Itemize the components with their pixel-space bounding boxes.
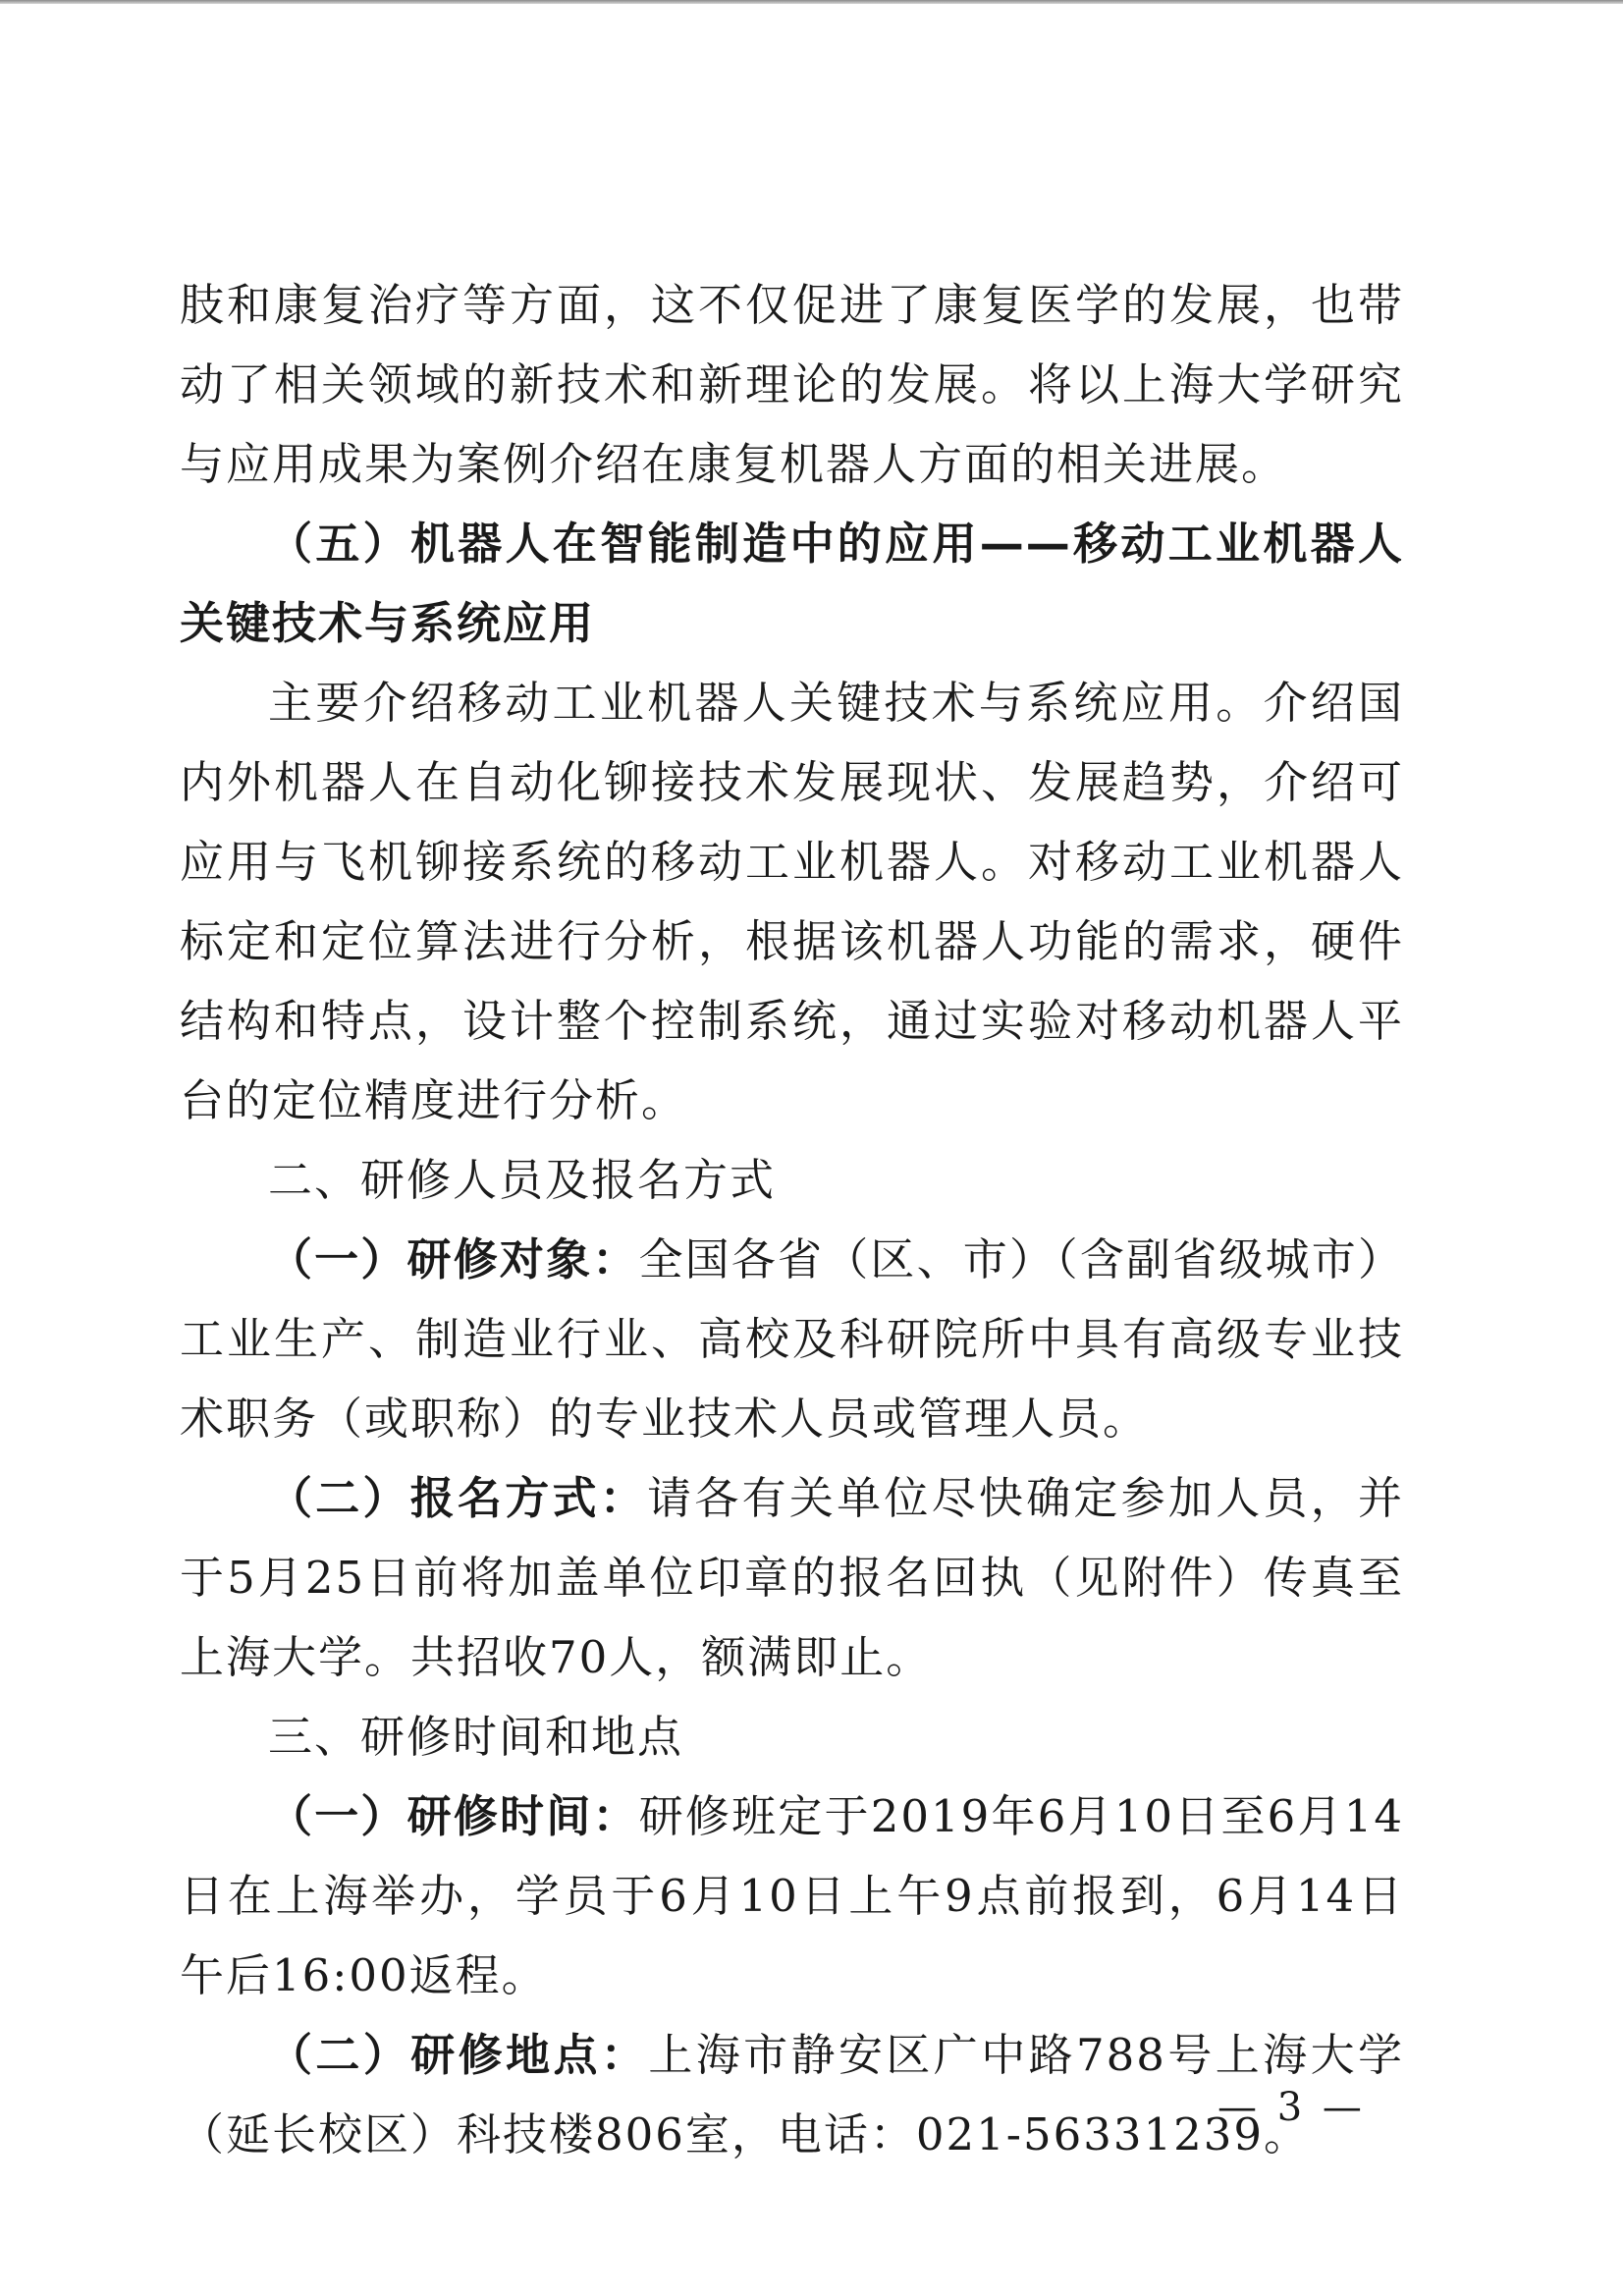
item-label: （一）研修时间： (268, 1790, 639, 1842)
item-text: 上海市静安区广中路788号上海大学（延长校区）科技楼806室，电话：021-56331239。 (180, 2029, 1404, 2160)
item-label: （一）研修对象： (268, 1233, 639, 1285)
paragraph-rehab-continued: 肢和康复治疗等方面，这不仅促进了康复医学的发展，也带动了相关领域的新技术和新理论的发展。将以上海大学研究与应用成果为案例介绍在康复机器人方面的相关进展。 (180, 279, 1404, 490)
item-registration-method (180, 1458, 1404, 1697)
document-body (180, 265, 1404, 2174)
item-training-time (180, 1777, 1404, 2015)
section-5-heading: （五）机器人在智能制造中的应用——移动工业机器人关键技术与系统应用 (180, 518, 1404, 649)
heading-trainees-registration: 二、研修人员及报名方式 (268, 1154, 777, 1206)
page-number: — 3 — (1217, 2085, 1366, 2130)
item-label: （二）研修地点： (268, 2029, 649, 2081)
item-text: 全国各省（区、市）（含副省级城市）工业生产、制造业行业、高校及科研院所中具有高级专业技术职务（或职称）的专业技术人员或管理人员。 (180, 1233, 1404, 1445)
item-text: 请各有关单位尽快确定参加人员，并于5月25日前将加盖单位印章的报名回执（见附件）传真至上海大学。共招收70人，额满即止。 (180, 1472, 1404, 1683)
item-text: 研修班定于2019年6月10日至6月14日在上海举办，学员于6月10日上午9点前报到，6月14日午后16:00返程。 (180, 1790, 1404, 2001)
paragraph-mobile-robot: 主要介绍移动工业机器人关键技术与系统应用。介绍国内外机器人在自动化铆接技术发展现状、发展趋势，介绍可应用与飞机铆接系统的移动工业机器人。对移动工业机器人标定和定位算法进行分析，根据该机器人功能的需求，硬件结构和特点，设计整个控制系统，通过实验对移动机器人平台的定位精度进行分析。 (180, 677, 1404, 1126)
item-label: （二）报名方式： (268, 1472, 648, 1524)
page-top-edge (0, 0, 1623, 4)
item-training-target (180, 1220, 1404, 1458)
heading-time-location: 三、研修时间和地点 (268, 1711, 684, 1763)
